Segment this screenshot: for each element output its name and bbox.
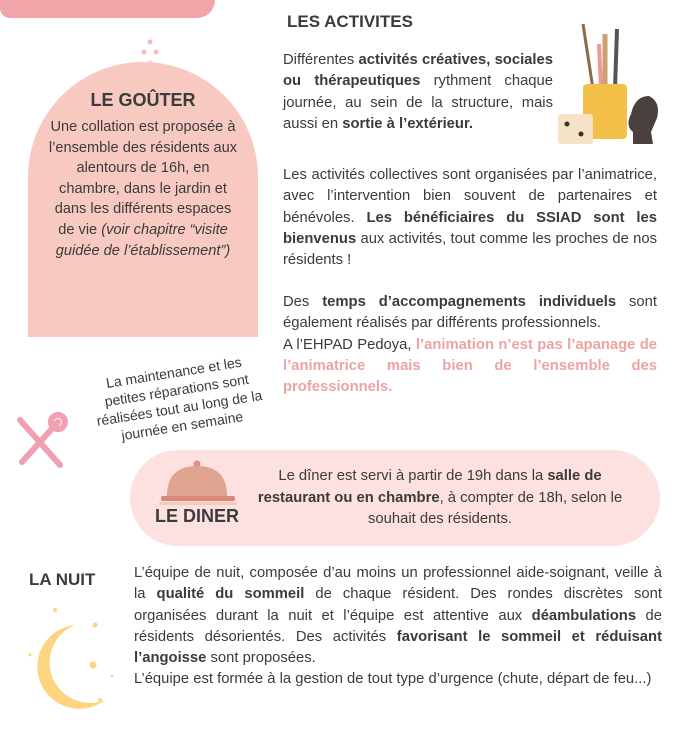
diner-text <box>255 466 625 531</box>
text-segment: sont proposées. <box>206 650 316 667</box>
bold-text: salle de restaurant ou en chambre <box>257 468 602 506</box>
activites-paragraph <box>283 292 657 398</box>
moon-stars-icon <box>25 600 120 710</box>
gouter-title: LE GOÛTER <box>90 90 196 110</box>
activites-title: LES ACTIVITES <box>287 12 413 31</box>
text-segment: sont également réalisés par différents professionnels. <box>283 294 657 332</box>
maintenance-note: La maintenance et les petites réparations sont réalisées tout au long de la journée en semaine <box>95 353 264 444</box>
text-segment: de chaque résident. Des rondes discrètes sont organisées durant la nuit et l’équipe est attentive aux <box>134 586 662 624</box>
bold-text: Les bénéficiaires du SSIAD sont les bienvenus <box>283 209 657 247</box>
diner-title: LE DINER <box>155 506 240 526</box>
wrench-screwdriver-icon <box>10 410 70 475</box>
bold-text: déambulations <box>531 607 637 624</box>
text-segment: Le dîner est servi à partir de 19h dans la <box>278 468 548 484</box>
nuit-text <box>134 563 662 691</box>
bold-text: sortie à l’extérieur. <box>342 115 474 132</box>
nuit-title: LA NUIT <box>29 570 96 589</box>
art-supplies-icon <box>553 14 668 154</box>
text-segment: L’équipe de nuit, composée d’au moins un professionnel aide-soignant, veille à la <box>134 565 662 603</box>
gouter-section <box>28 62 258 337</box>
text-segment: Une collation est proposée à l’ensemble des résidents aux alentours de 16h, en chambre, dans le jardin et dans les différents espaces de vie <box>48 119 238 238</box>
highlight-text: l’animation n’est pas l’apanage de l’animatrice mais bien de l’ensemble des professionnels. <box>283 336 657 396</box>
text-segment: Les activités collectives sont organisées par l’animatrice, avec l’intervention bien souvent de partenaires et bénévoles. <box>283 167 657 226</box>
bold-text: qualité du sommeil <box>156 586 305 603</box>
text-segment: de résidents désorientés. Des activités <box>134 607 662 645</box>
text-segment: Différentes <box>283 52 359 68</box>
bold-text: temps d’accompagnements individuels <box>322 294 617 310</box>
cloche-icon <box>157 458 239 508</box>
italic-text: (voir chapitre “visite guidée de l’établissement”) <box>55 221 231 259</box>
text-segment: A l’EHPAD Pedoya, <box>283 336 416 353</box>
activites-paragraph <box>283 165 657 271</box>
bold-text: activités créatives, sociales ou thérapeutiques <box>283 52 553 90</box>
bold-text: favorisant le sommeil et réduisant l’angoisse <box>134 628 662 667</box>
gouter-text <box>46 117 240 261</box>
text-segment: aux activités, tout comme les proches de nos résidents ! <box>283 230 657 269</box>
decorative-blob <box>0 0 215 18</box>
text-segment: Des <box>283 294 323 310</box>
text-segment: , à compter de 18h, selon le souhait des résidents. <box>368 489 623 527</box>
activites-paragraph <box>283 50 553 135</box>
text-segment: rythment chaque journée, au sein de la structure, mais aussi en <box>283 73 553 132</box>
text-segment: L’équipe est formée à la gestion de tout type d’urgence (chute, départ de feu...) <box>134 671 652 688</box>
